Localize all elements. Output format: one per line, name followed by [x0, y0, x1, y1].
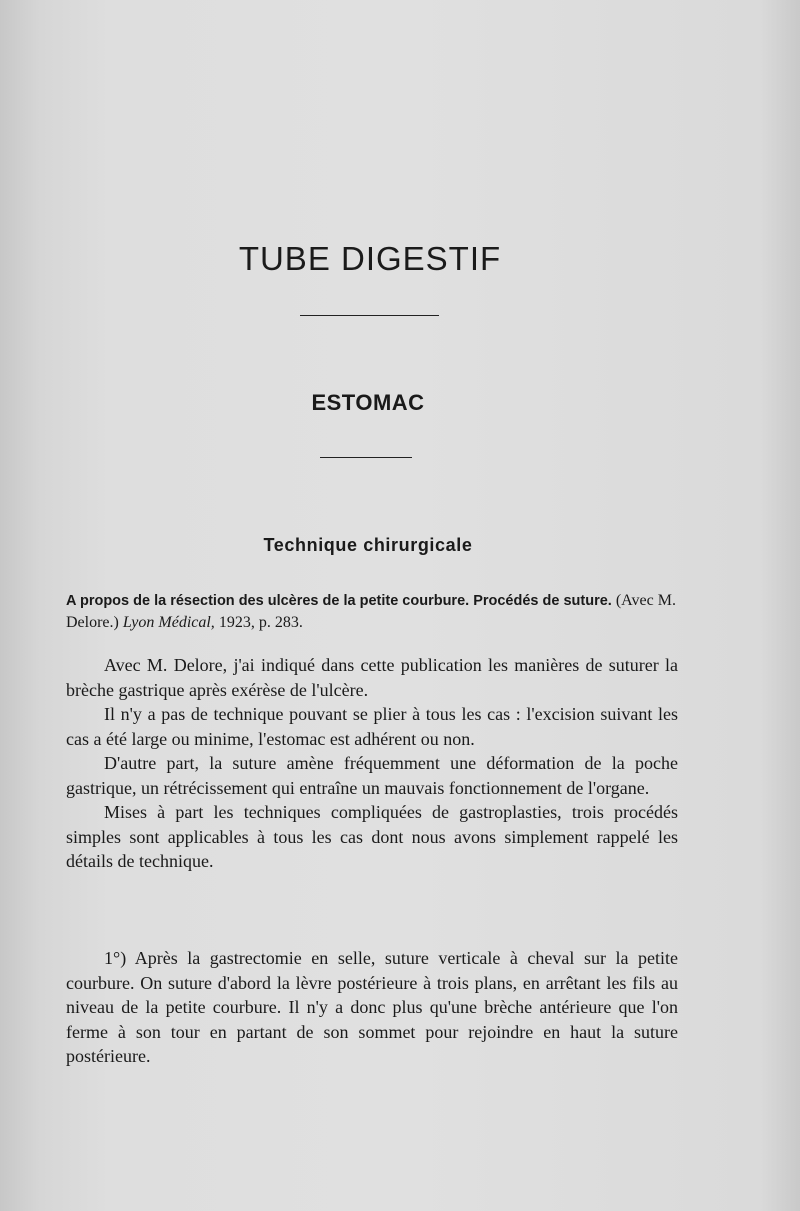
reference-journal: Lyon Médical, [122, 614, 215, 631]
body-text-block [66, 946, 678, 1069]
paragraph: Mises à part les techniques compliquées de gastroplasties, trois procédés simples sont applicables à tous les cas dont nous avons simplement rappelé les détails de technique. [66, 802, 678, 871]
reference-authors: (Avec M. Delore.) [66, 592, 676, 631]
subsection-title: Technique chirurgicale [263, 535, 473, 555]
paragraph: D'autre part, la suture amène fréquemment une déformation de la poche gastrique, un rétrécissement qui entraîne un mauvais fonctionnement de l'organe. [66, 753, 678, 798]
reference-details: 1923, p. 283. [218, 614, 303, 631]
section-divider [320, 457, 412, 458]
section-title: ESTOMAC [311, 390, 425, 415]
paragraph: 1°) Après la gastrectomie en selle, suture verticale à cheval sur la petite courbure. On suture d'abord la lèvre postérieure à trois plans, en arrêtant les fils au niveau de la petite courbure. Il n'y a donc plus qu'une brèche antérieure que l'on ferme à son tour en partant de son sommet pour rejoindre en haut la suture postérieure. [66, 948, 678, 1066]
chapter-title: TUBE DIGESTIF [238, 240, 502, 277]
paragraph: Avec M. Delore, j'ai indiqué dans cette publication les manières de suturer la brèche gastrique après exérèse de l'ulcère. [66, 655, 678, 700]
title-divider [300, 315, 439, 316]
body-text-block [66, 653, 678, 874]
reference-title: A propos de la résection des ulcères de la petite courbure. Procédés de suture. [66, 593, 612, 609]
reference-entry [66, 590, 678, 633]
paragraph: Il n'y a pas de technique pouvant se plier à tous les cas : l'excision suivant les cas a été large ou minime, l'estomac est adhérent ou non. [66, 704, 678, 749]
